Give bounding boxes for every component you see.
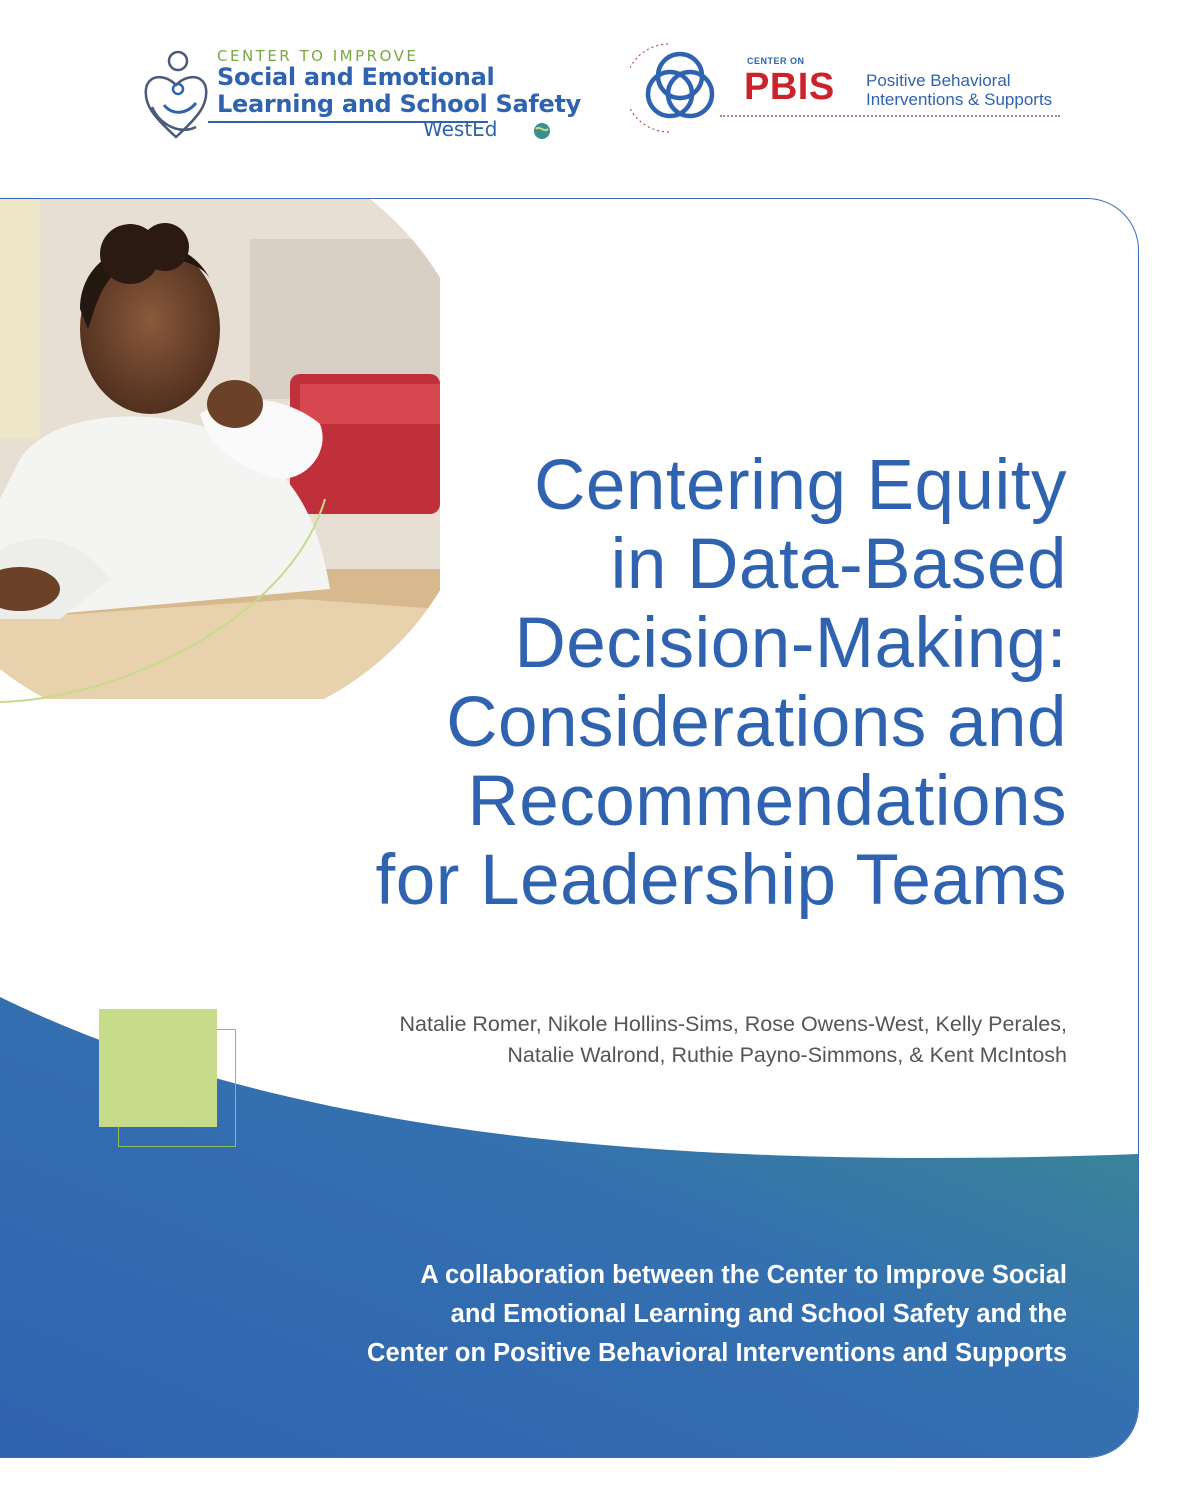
title-line: Centering Equity — [534, 446, 1067, 525]
pbis-sub-line1: Positive Behavioral — [866, 71, 1011, 90]
logo-left-line1: CENTER TO IMPROVE — [217, 47, 419, 65]
pbis-small-label: CENTER ON — [747, 56, 805, 66]
authors-line: Natalie Romer, Nikole Hollins-Sims, Rose Owens-West, Kelly Perales, — [399, 1012, 1067, 1036]
collaboration-statement — [167, 1256, 1067, 1373]
pbis-rings-icon — [630, 38, 726, 138]
authors — [167, 1009, 1067, 1071]
logo-left-line3: Learning and School Safety — [217, 90, 582, 118]
title-line: Decision-Making: — [514, 604, 1067, 683]
logo-left-line2: Social and Emotional — [217, 63, 495, 91]
heart-people-icon — [140, 45, 212, 145]
title-line: in Data-Based — [610, 525, 1067, 604]
collaboration-line: Center on Positive Behavioral Interventions and Supports — [367, 1339, 1067, 1367]
title-line: Considerations and — [446, 683, 1067, 762]
logo-pbis — [630, 38, 1070, 138]
pbis-wordmark: PBIS — [744, 66, 835, 108]
globe-icon — [532, 121, 552, 141]
collaboration-line: A collaboration between the Center to Improve Social — [420, 1261, 1067, 1289]
pbis-dotted-rule — [720, 115, 1060, 117]
title-line: for Leadership Teams — [375, 841, 1067, 920]
logo-left-org: WestEd — [423, 117, 498, 141]
collaboration-line: and Emotional Learning and School Safety and the — [450, 1300, 1067, 1328]
pbis-sub-line2: Interventions & Supports — [866, 90, 1053, 109]
title-line: Recommendations — [467, 762, 1067, 841]
logo-social-emotional-learning — [140, 45, 580, 145]
authors-line: Natalie Walrond, Ruthie Payno-Simmons, & Kent McIntosh — [507, 1043, 1067, 1067]
page-title — [307, 446, 1067, 920]
